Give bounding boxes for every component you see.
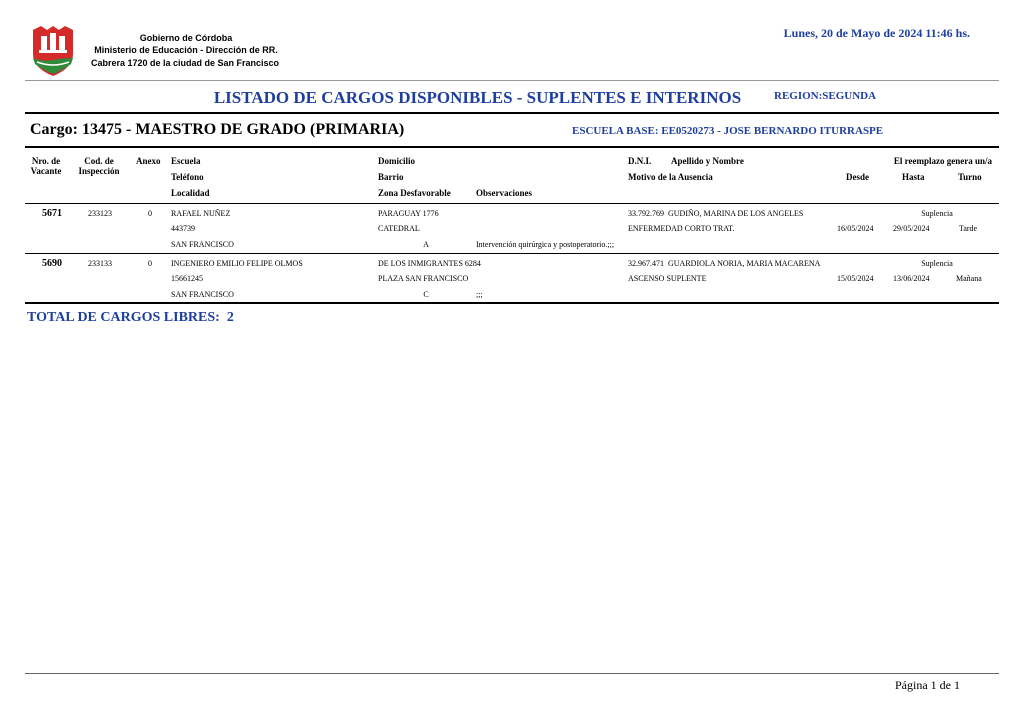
zona-value: C	[423, 290, 429, 299]
col-desde: Desde	[846, 172, 869, 182]
org-name: Gobierno de Córdoba	[139, 33, 233, 43]
cargo-divider	[25, 146, 999, 148]
escuela-name: INGENIERO EMILIO FELIPE OLMOS	[171, 259, 303, 268]
turno-value: Mañana	[956, 274, 982, 283]
footer-divider	[25, 673, 999, 674]
report-title: LISTADO DE CARGOS DISPONIBLES - SUPLENTES E INTERINOS	[213, 88, 742, 107]
turno-value: Tarde	[959, 224, 978, 233]
col-reemplazo: El reemplazo genera un/a	[893, 156, 992, 166]
vacante-number: 5671	[42, 208, 62, 219]
col-anexo: Anexo	[136, 156, 161, 166]
title-divider	[25, 112, 999, 114]
dni-nombre-value: 33.792.769 GUDIÑO, MARINA DE LOS ANGELES	[628, 209, 804, 218]
col-domicilio: Domicilio	[378, 156, 415, 166]
col-turno: Turno	[958, 172, 982, 182]
desde-value: 15/05/2024	[837, 274, 874, 283]
motivo-value: ASCENSO SUPLENTE	[628, 274, 707, 283]
header-divider	[25, 80, 999, 81]
domicilio-value: DE LOS INMIGRANTES 6284	[378, 259, 481, 268]
escuela-base: ESCUELA BASE: EE0520273 - JOSE BERNARDO ITURRASPE	[572, 125, 884, 137]
col-barrio: Barrio	[378, 172, 404, 182]
org-address: Cabrera 1720 de la ciudad de San Francisco	[90, 58, 280, 68]
cordoba-crest-icon	[27, 24, 79, 78]
localidad-value: SAN FRANCISCO	[171, 290, 234, 299]
anexo-value: 0	[148, 209, 152, 218]
col-cod-inspeccion: Cod. de Inspección	[78, 156, 120, 176]
cargo-label: Cargo: 13475 - MAESTRO DE GRADO (PRIMARIA)	[30, 121, 405, 138]
inspeccion-code: 233133	[88, 259, 112, 268]
page-number: Página 1 de 1	[895, 678, 960, 692]
observaciones-value: Intervención quirúrgica y postoperatorio.;;;	[476, 240, 615, 249]
total-cargos: TOTAL DE CARGOS LIBRES: 2	[27, 310, 234, 325]
org-ministry: Ministerio de Educación - Dirección de RR.	[94, 45, 278, 55]
hasta-value: 29/05/2024	[893, 224, 930, 233]
localidad-value: SAN FRANCISCO	[171, 240, 234, 249]
col-zona: Zona Desfavorable	[378, 188, 451, 198]
col-apellido: Apellido y Nombre	[671, 156, 744, 166]
tipo-value: Suplencia	[921, 259, 953, 268]
col-dni: D.N.I.	[628, 156, 652, 166]
motivo-value: ENFERMEDAD CORTO TRAT.	[628, 224, 735, 233]
row-divider	[25, 253, 999, 254]
observaciones-value: ;;;	[476, 290, 483, 299]
barrio-value: PLAZA SAN FRANCISCO	[378, 274, 469, 283]
inspeccion-code: 233123	[88, 209, 112, 218]
col-escuela: Escuela	[171, 156, 201, 166]
col-hasta: Hasta	[902, 172, 925, 182]
hasta-value: 13/06/2024	[893, 274, 930, 283]
col-observaciones: Observaciones	[476, 188, 532, 198]
dni-nombre-value: 32.967.471 GUARDIOLA NORIA, MARIA MACARENA	[628, 259, 821, 268]
col-nro-vacante: Nro. de Vacante	[30, 156, 62, 176]
telefono-value: 15661245	[171, 274, 203, 283]
desde-value: 16/05/2024	[837, 224, 874, 233]
telefono-value: 443739	[171, 224, 195, 233]
zona-value: A	[423, 240, 429, 249]
report-datetime: Lunes, 20 de Mayo de 2024 11:46 hs.	[783, 26, 970, 40]
domicilio-value: PARAGUAY 1776	[378, 209, 439, 218]
col-telefono: Teléfono	[171, 172, 204, 182]
header-row-divider	[25, 203, 999, 204]
region-label: REGION:SEGUNDA	[774, 90, 877, 102]
vacante-number: 5690	[42, 258, 62, 269]
table-bottom-divider	[25, 302, 999, 304]
col-localidad: Localidad	[171, 188, 210, 198]
escuela-name: RAFAEL NUÑEZ	[171, 209, 231, 218]
barrio-value: CATEDRAL	[378, 224, 420, 233]
col-motivo: Motivo de la Ausencia	[628, 172, 713, 182]
tipo-value: Suplencia	[921, 209, 953, 218]
anexo-value: 0	[148, 259, 152, 268]
